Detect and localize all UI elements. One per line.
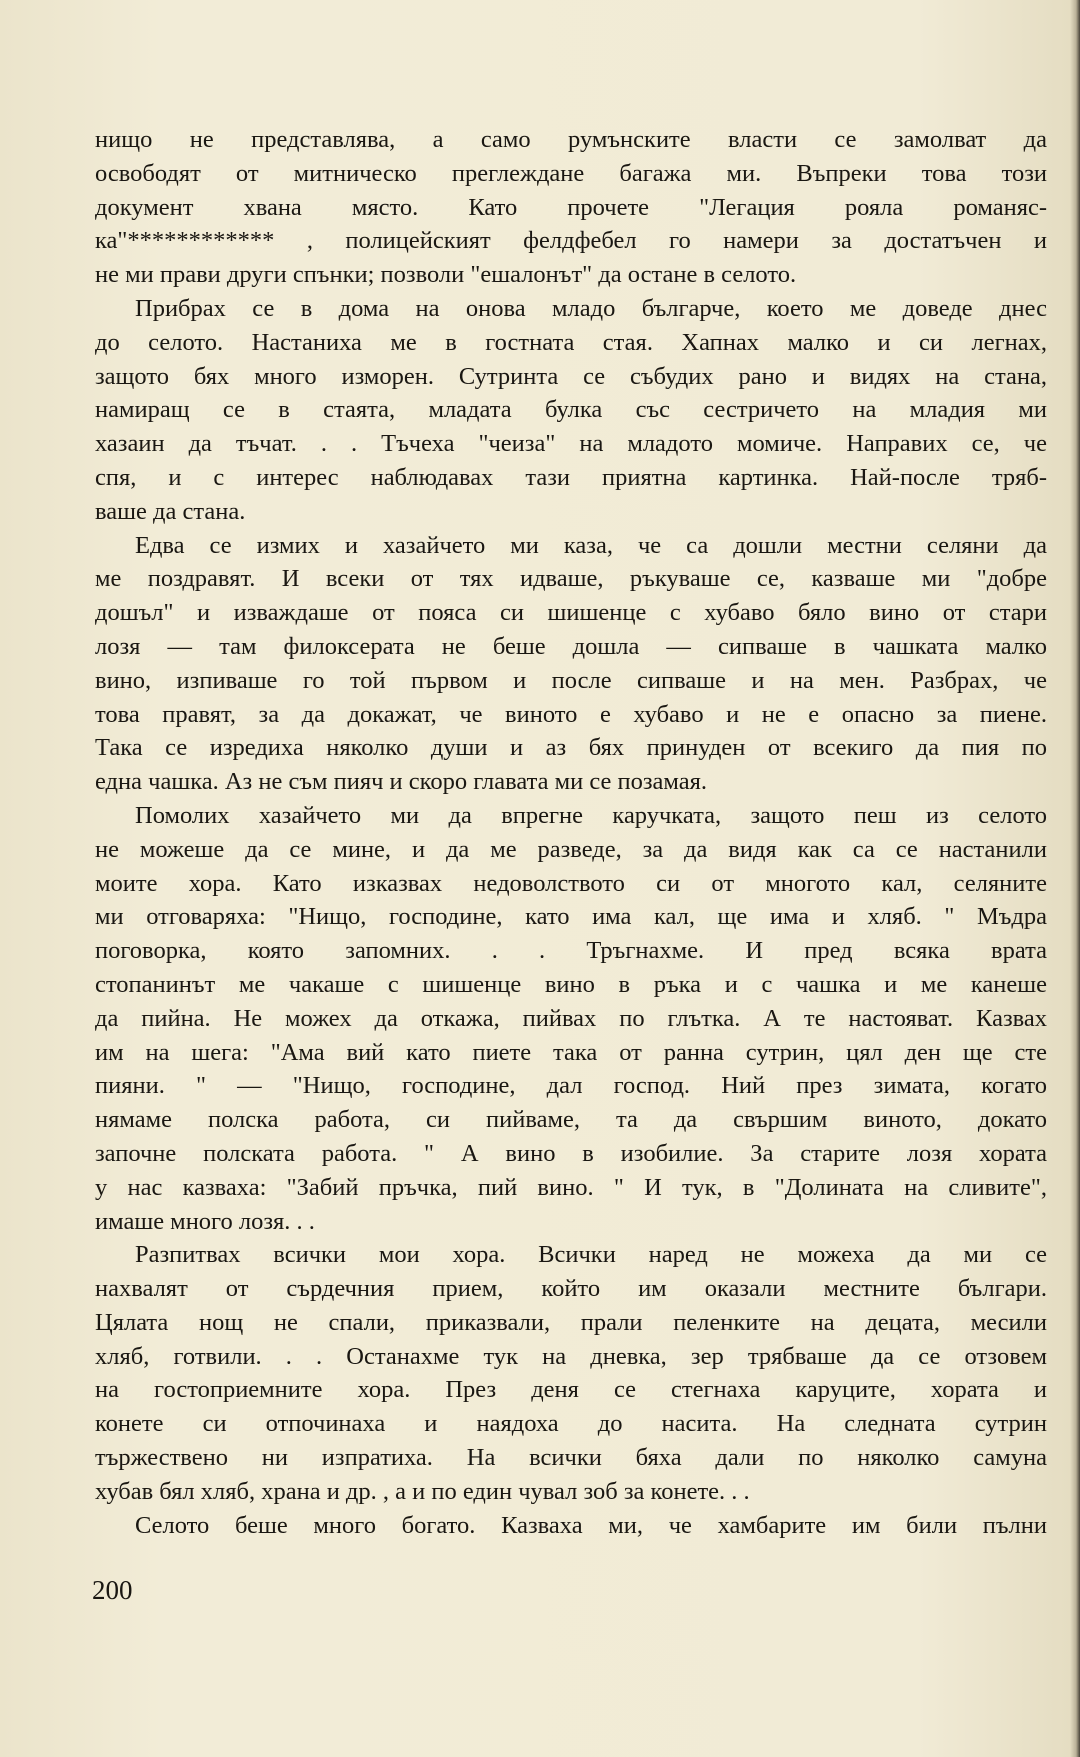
page-number: 200 [92,1575,133,1605]
text-line: не можеше да се мине, и да ме разведе, за да видя как са се настанили [95,835,1047,863]
text-line: дошъл" и изваждаше от пояса си шишенце с хубаво бяло вино от стари [95,599,1047,627]
text-line: ми отговаряха: "Нищо, господине, като има кал, ще има и хляб. " Мъдра [95,903,1047,931]
text-line: на гостоприемните хора. През деня се стегнаха каруците, хората и [95,1376,1047,1404]
text-line: хляб, готвили. . . Останахме тук на дневка, зер трябваше да се отзовем [95,1342,1047,1370]
text-line: да пийна. Не можех да откажа, пийвах по глътка. А те настояват. Казвах [95,1004,1047,1032]
text-line: защото бях много изморен. Сутринта се събудих рано и видях на стана, [95,362,1047,390]
text-line: нищо не представлява, а само румънските власти се замолват да [95,126,1047,153]
text-line: Разпитвах всички мои хора. Всички наред не можеха да ми се [135,1241,1047,1269]
text-line: у нас казваха: "Забий пръчка, пий вино. " И тук, в "Долината на сливите", [95,1173,1047,1201]
text-line: Едва се измих и хазайчето ми каза, че са дошли местни селяни да [135,531,1047,559]
text-line: конете си отпочинаха и наядоха до насита. На следната сутрин [95,1410,1047,1438]
text-line: нахвалят от сърдечния прием, който им оказали местните българи. [95,1275,1047,1303]
text-line: до селото. Настаниха ме в гостната стая. Хапнах малко и си легнах, [95,328,1047,356]
text-line: хубав бял хляб, храна и др. , а и по един чувал зоб за конете. . . [95,1477,750,1505]
text-line: имаше много лозя. . . [95,1207,315,1235]
text-line: лозя — там филоксерата не беше дошла — сипваше в чашката малко [95,632,1047,660]
page-edge-shadow [1070,0,1080,1757]
text-line: стопанинът ме чакаше с шишенце вино в ръка и с чашка и ме канеше [95,970,1047,998]
text-line: документ хвана място. Като прочете "Легация рояла романяс- [95,193,1047,221]
text-line: пияни. " — "Нищо, господине, дал господ. Ний през зимата, когато [95,1072,1047,1100]
text-line: Помолих хазайчето ми да впрегне каручката, защото пеш из селото [135,801,1047,829]
text-line: Прибрах се в дома на онова младо българче, което ме доведе днес [135,294,1047,322]
text-line: освободят от митническо преглеждане багажа ми. Въпреки това този [95,159,1047,187]
text-line: ме поздравят. И всеки от тях идваше, ръкуваше се, казваше ми "добре [95,565,1047,593]
text-line: тържествено ни изпратиха. На всички бяха дали по няколко самуна [95,1444,1047,1472]
text-line: това правят, за да докажат, че виното е хубаво и не е опасно за пиене. [95,700,1047,728]
text-line: им на шега: "Ама вий като пиете така от ранна сутрин, цял ден ще сте [95,1038,1047,1066]
text-line: една чашка. Аз не съм пияч и скоро главата ми се позамая. [95,768,708,796]
text-line: поговорка, която запомних. . . Тръгнахме. И пред всяка врата [95,937,1047,965]
text-line: започне полската работа. " А вино в изобилие. За старите лозя хората [95,1139,1047,1167]
text-line: не ми прави други спънки; позволи "ешалонът" да остане в селото. [95,261,797,289]
text-line: вино, изпиваше го той първом и после сипваше и на мен. Разбрах, че [95,666,1047,694]
text-line: намиращ се в стаята, младата булка със сестричето на младия ми [95,396,1047,424]
text-line: Селото беше много богато. Казваха ми, че хамбарите им били пълни [135,1511,1047,1539]
text-line: нямаме полска работа, си пийваме, та да свършим виното, докато [95,1106,1047,1134]
text-line: ка"************ , полицейският фелдфебел го намери за достатъчен и [95,227,1047,255]
text-line: Цялата нощ не спали, приказвали, прали пеленките на децата, месили [95,1308,1047,1336]
text-line: моите хора. Като изказвах недоволството си от многото кал, селяните [95,869,1047,897]
text-line: Така се изредиха няколко души и аз бях принуден от всекиго да пия по [95,734,1047,762]
text-line: спя, и с интерес наблюдавах тази приятна картинка. Най-после тряб- [95,463,1047,491]
text-line: хазаин да тъчат. . . Тъчеха "чеиза" на младото момиче. Направих се, че [95,430,1047,458]
text-line: ваше да стана. [95,497,246,525]
body-text [95,123,1047,1542]
